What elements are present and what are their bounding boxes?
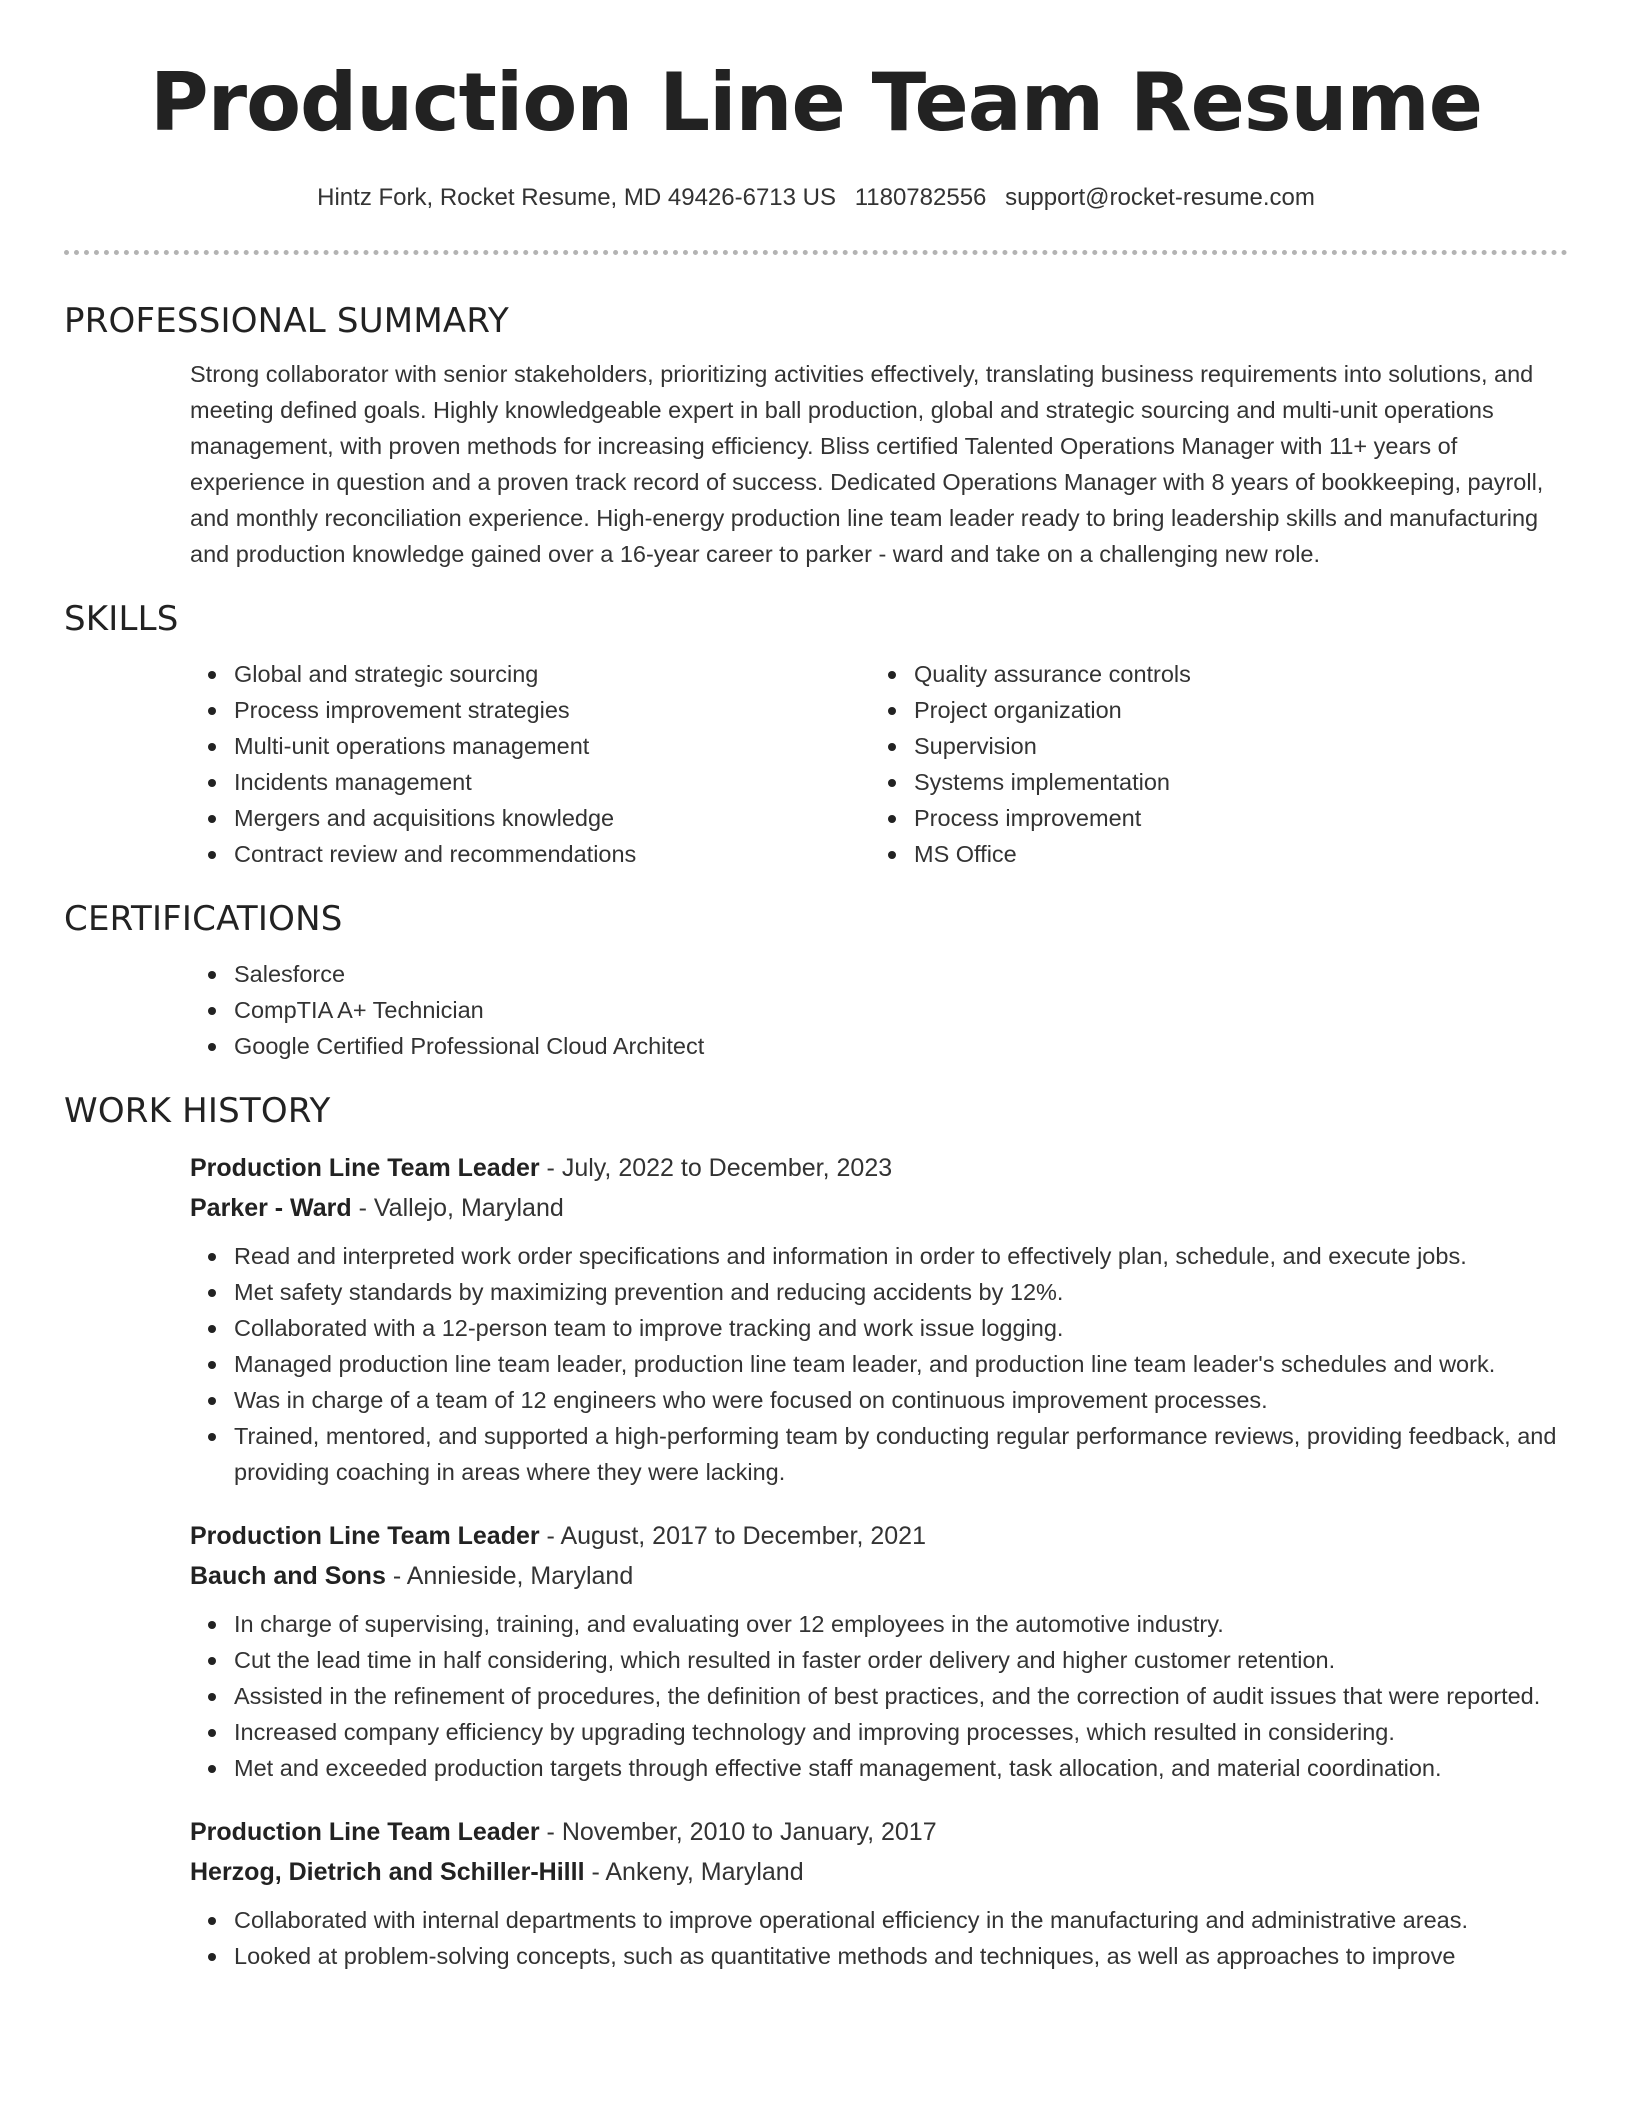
job-bullet: In charge of supervising, training, and evaluating over 12 employees in the automotive industry. [190,1606,1580,1642]
job-bullet: Increased company efficiency by upgrading technology and improving processes, which resulted in considering. [190,1714,1580,1750]
job-company: Parker - Ward [190,1194,352,1222]
resume-content [64,296,1568,1996]
job-title: Production Line Team Leader [190,1818,540,1846]
skills-heading: SKILLS [64,599,179,639]
certification-item: Google Certified Professional Cloud Architect [190,1028,1568,1064]
job-company: Bauch and Sons [190,1562,386,1590]
job-location: Vallejo, Maryland [373,1194,564,1222]
job-bullet: Met and exceeded production targets through effective staff management, task allocation, and material coordination. [190,1750,1580,1786]
job-bullet: Met safety standards by maximizing prevention and reducing accidents by 12%. [190,1274,1580,1310]
job-company-line: Bauch and Sons - Annieside, Maryland [190,1562,634,1590]
contact-phone: 1180782556 [854,184,987,211]
job-bullet: Collaborated with a 12-person team to improve tracking and work issue logging. [190,1310,1580,1346]
certifications-section [64,894,1568,1064]
job-title-line: Production Line Team Leader - July, 2022 to December, 2023 [190,1154,893,1182]
skills-list-right [870,656,1550,872]
job-dates: July, 2022 to December, 2023 [561,1154,893,1182]
job-bullet: Managed production line team leader, production line team leader, and production line team leader's schedules and work. [190,1346,1580,1382]
job-bullets [190,1902,1580,1974]
skills-columns [190,656,1568,872]
job-bullet: Cut the lead time in half considering, which resulted in faster order delivery and higher customer retention. [190,1642,1580,1678]
job-entry [190,1812,1568,1974]
job-entry [190,1516,1568,1786]
contact-info [0,180,1632,216]
contact-email[interactable]: support@rocket-resume.com [1005,184,1315,211]
job-location: Ankeny, Maryland [605,1858,804,1886]
certifications-heading: CERTIFICATIONS [64,899,343,939]
job-title-line: Production Line Team Leader - August, 2017 to December, 2021 [190,1522,926,1550]
skill-item: MS Office [870,836,1550,872]
summary-heading: PROFESSIONAL SUMMARY [64,301,509,341]
skills-section [64,594,1568,872]
certification-item: CompTIA A+ Technician [190,992,1568,1028]
skills-list-left [190,656,870,872]
job-company: Herzog, Dietrich and Schiller-Hilll [190,1858,585,1886]
skill-item: Mergers and acquisitions knowledge [190,800,870,836]
job-company-line: Parker - Ward - Vallejo, Maryland [190,1194,564,1222]
job-bullet: Looked at problem-solving concepts, such as quantitative methods and techniques, as well as approaches to improve [190,1938,1580,1974]
header-divider [64,250,1568,255]
resume-title: Production Line Team Resume [149,56,1483,149]
job-bullet: Collaborated with internal departments to improve operational efficiency in the manufacturing and administrative areas. [190,1902,1580,1938]
skill-item: Process improvement [870,800,1550,836]
skill-item: Global and strategic sourcing [190,656,870,692]
job-bullets [190,1238,1580,1490]
skill-item: Quality assurance controls [870,656,1550,692]
certification-item: Salesforce [190,956,1568,992]
job-entry [190,1148,1568,1490]
certifications-list [190,956,1568,1064]
job-bullet: Trained, mentored, and supported a high-performing team by conducting regular performance reviews, providing feedback, and providing coaching in areas where they were lacking. [190,1418,1580,1490]
skill-item: Multi-unit operations management [190,728,870,764]
job-bullet: Read and interpreted work order specifications and information in order to effectively plan, schedule, and execute jobs. [190,1238,1580,1274]
job-location: Annieside, Maryland [406,1562,634,1590]
job-bullets [190,1606,1580,1786]
skill-item: Supervision [870,728,1550,764]
summary-text: Strong collaborator with senior stakeholders, prioritizing activities effectively, translating business requirements into solutions, and meeting defined goals. Highly knowledgeable expert in ball production, global and strategic sourcing and multi-unit operations management, with proven methods for increasing efficiency. Bliss certified Talented Operations Manager with 11+ years of experience in question and a proven track record of success. Dedicated Operations Manager with 8 years of bookkeeping, payroll, and monthly reconciliation experience. High-energy production line team leader ready to bring leadership skills and manufacturing and production knowledge gained over a 16-year career to parker - ward and take on a challenging new role. [190,361,1544,567]
summary-section [64,296,1568,572]
job-title-line: Production Line Team Leader - November, 2010 to January, 2017 [190,1818,937,1846]
skill-item: Incidents management [190,764,870,800]
job-title: Production Line Team Leader [190,1522,540,1550]
job-bullet: Assisted in the refinement of procedures, the definition of best practices, and the correction of audit issues that were reported. [190,1678,1580,1714]
skill-item: Systems implementation [870,764,1550,800]
skill-item: Project organization [870,692,1550,728]
job-dates: November, 2010 to January, 2017 [561,1818,937,1846]
skill-item: Contract review and recommendations [190,836,870,872]
work-history-section [64,1086,1568,1974]
job-title: Production Line Team Leader [190,1154,540,1182]
skill-item: Process improvement strategies [190,692,870,728]
job-bullet: Was in charge of a team of 12 engineers who were focused on continuous improvement processes. [190,1382,1580,1418]
work-history-heading: WORK HISTORY [64,1091,331,1131]
contact-address: Hintz Fork, Rocket Resume, MD 49426-6713 US [317,184,837,211]
job-company-line: Herzog, Dietrich and Schiller-Hilll - Ankeny, Maryland [190,1858,804,1886]
job-dates: August, 2017 to December, 2021 [560,1522,926,1550]
